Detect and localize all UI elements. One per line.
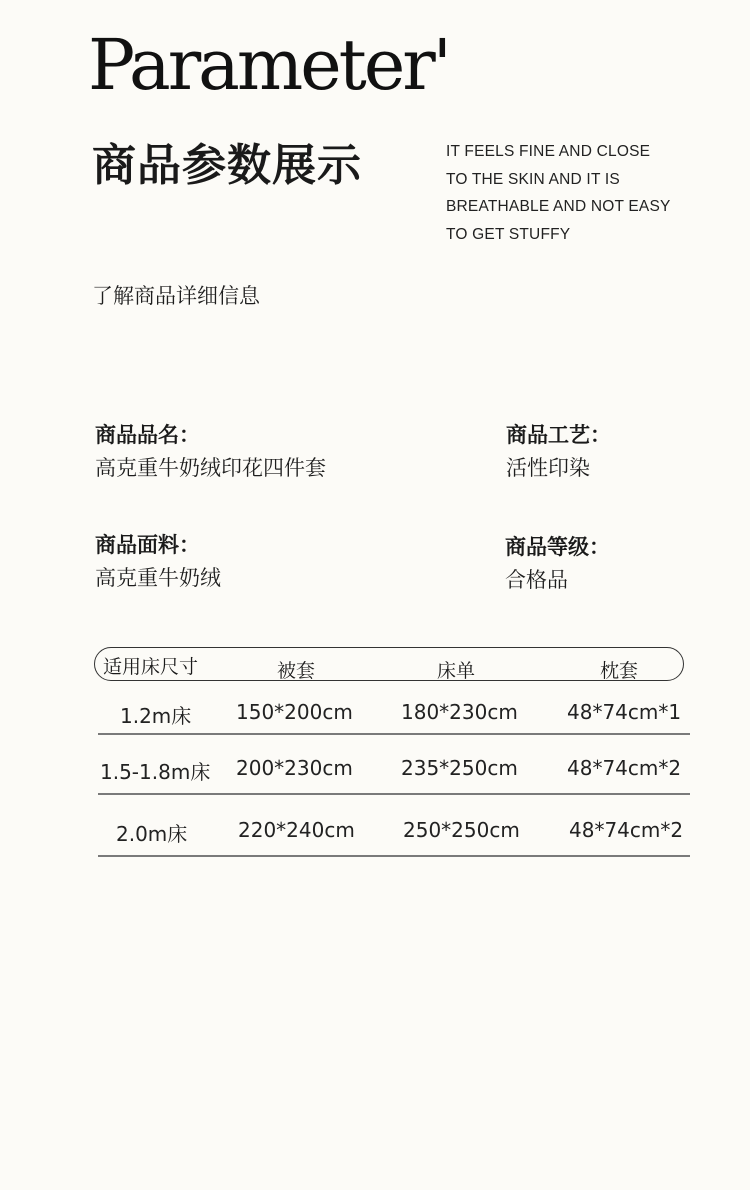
table-cell: 180*230cm	[401, 700, 518, 724]
table-cell: 235*250cm	[401, 756, 518, 780]
param-product-name	[95, 420, 326, 483]
page-title-en: Parameter'	[88, 24, 449, 106]
param-craft	[506, 420, 611, 483]
table-cell: 1.5-1.8m床	[100, 760, 211, 784]
row-divider	[98, 855, 690, 857]
param-grade	[505, 532, 610, 595]
table-cell: 200*230cm	[236, 756, 353, 780]
table-cell: 48*74cm*2	[569, 818, 684, 842]
tagline-line: BREATHABLE AND NOT EASY	[446, 198, 671, 215]
table-cell: 2.0m床	[116, 822, 188, 846]
row-divider	[98, 733, 690, 735]
header-cell-bed-sheet: 床单	[437, 660, 476, 682]
tagline-line: TO GET STUFFY	[446, 225, 571, 243]
table-cell: 250*250cm	[403, 818, 520, 842]
table-cell: 220*240cm	[238, 818, 355, 842]
table-cell: 48*74cm*1	[567, 700, 682, 724]
header-cell-duvet-cover: 被套	[277, 660, 316, 682]
tagline-line: IT FEELS FINE AND CLOSE	[446, 143, 651, 160]
param-value: 高克重牛奶绒印花四件套	[95, 456, 326, 480]
param-label: 商品面料：	[95, 533, 200, 557]
page-title-cn: 商品参数展示	[92, 140, 362, 191]
header-cell-pillowcase: 枕套	[600, 660, 639, 682]
tagline-line: TO THE SKIN AND IT IS	[446, 170, 620, 188]
table-cell: 48*74cm*2	[567, 756, 682, 780]
tagline	[446, 138, 726, 248]
param-fabric	[95, 530, 221, 593]
param-label: 商品工艺：	[506, 423, 611, 447]
param-label: 商品等级：	[505, 535, 610, 559]
param-label: 商品品名：	[95, 423, 200, 447]
table-cell: 150*200cm	[236, 700, 353, 724]
param-value: 活性印染	[506, 456, 590, 480]
table-header-pill	[94, 647, 684, 681]
param-value: 合格品	[505, 568, 568, 592]
row-divider	[98, 793, 690, 795]
param-value: 高克重牛奶绒	[95, 566, 221, 590]
table-cell: 1.2m床	[120, 704, 192, 728]
subtitle: 了解商品详细信息	[92, 284, 260, 308]
header-cell-bed-size: 适用床尺寸	[103, 656, 199, 678]
